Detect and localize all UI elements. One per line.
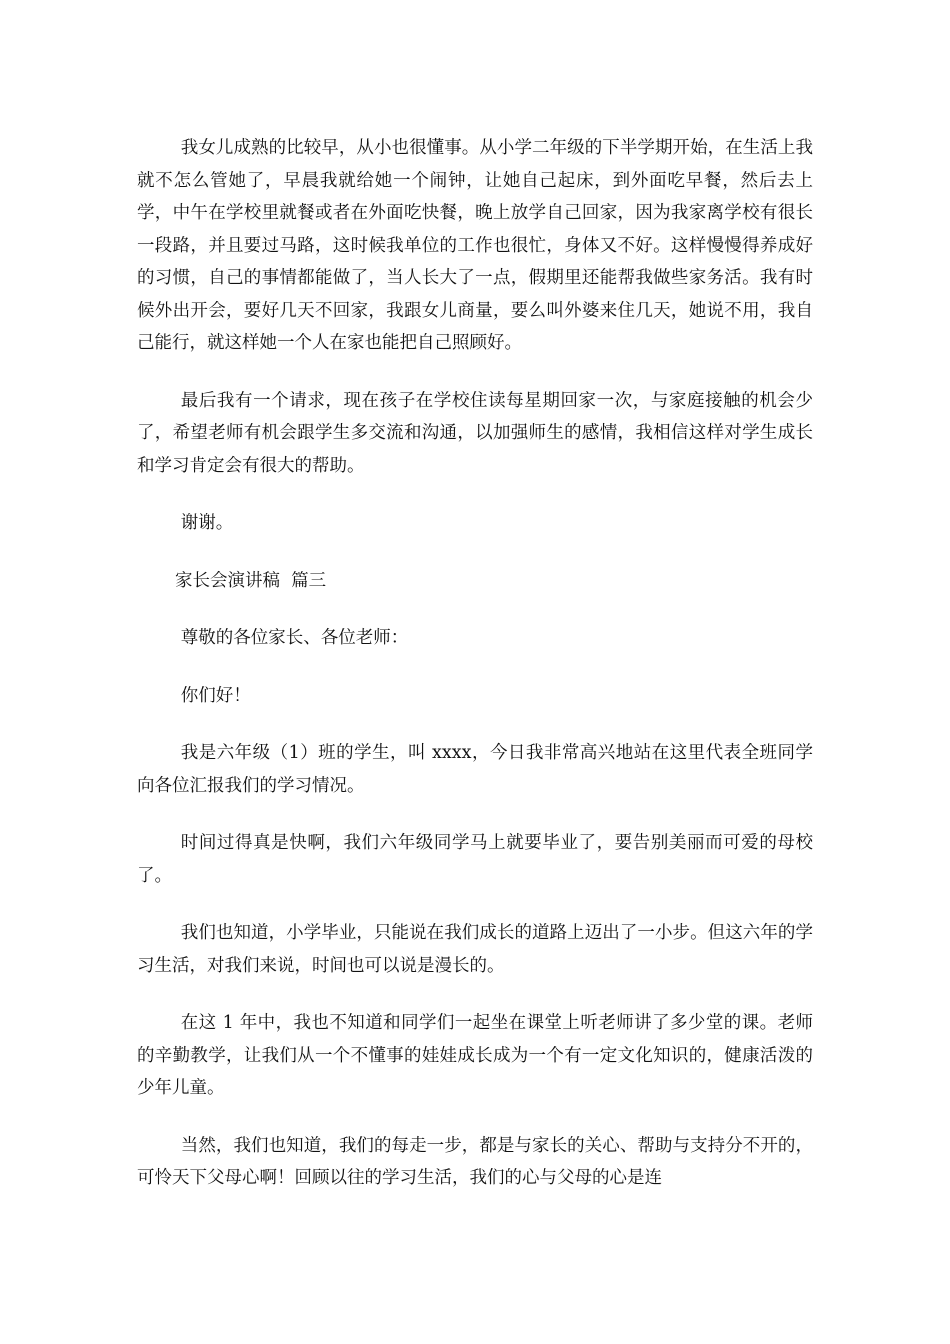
paragraph: 当然，我们也知道，我们的每走一步，都是与家长的关心、帮助与支持分不开的，可怜天下父母心啊！回顾以往的学习生活，我们的心与父母的心是连 (137, 1135, 813, 1188)
paragraph: 我女儿成熟的比较早，从小也很懂事。从小学二年级的下半学期开始，在生活上我就不怎么管她了，早晨我就给她一个闹钟，让她自己起床，到外面吃早餐，然后去上学，中午在学校里就餐或者在外面吃快餐，晚上放学自己回家，因为我家离学校有很长一段路，并且要过马路，这时候我单位的工作也很忙，身体又不好。这样慢慢得养成好的习惯，自己的事情都能做了，当人长大了一点，假期里还能帮我做些家务活。我有时候外出开会，要好几天不回家，我跟女儿商量，要么叫外婆来住几天，她说不用，我自己能行，就这样她一个人在家也能把自己照顾好。 (137, 138, 813, 353)
paragraph: 谢谢。 (180, 513, 234, 533)
paragraph: 你们好！ (180, 685, 251, 706)
paragraph: 最后我有一个请求，现在孩子在学校住读每星期回家一次，与家庭接触的机会少了，希望老师有机会跟学生多交流和沟通，以加强师生的感情，我相信这样对学生成长和学习肯定会有很大的帮助。 (137, 390, 813, 476)
document-body (137, 132, 813, 1220)
paragraph: 时间过得真是快啊，我们六年级同学马上就要毕业了，要告别美丽而可爱的母校了。 (137, 833, 813, 886)
section-heading: 家长会演讲稿 篇三 (175, 570, 327, 591)
paragraph: 尊敬的各位家长、各位老师： (180, 628, 409, 648)
paragraph: 在这 1 年中，我也不知道和同学们一起坐在课堂上听老师讲了多少堂的课。老师的辛勤教学，让我们从一个不懂事的娃娃成长成为一个有一定文化知识的，健康活泼的少年儿童。 (137, 1013, 813, 1098)
paragraph: 我是六年级（1）班的学生，叫 xxxx，今日我非常高兴地站在这里代表全班同学向各位汇报我们的学习情况。 (137, 743, 813, 796)
paragraph: 我们也知道，小学毕业，只能说在我们成长的道路上迈出了一小步。但这六年的学习生活，对我们来说，时间也可以说是漫长的。 (137, 923, 813, 976)
